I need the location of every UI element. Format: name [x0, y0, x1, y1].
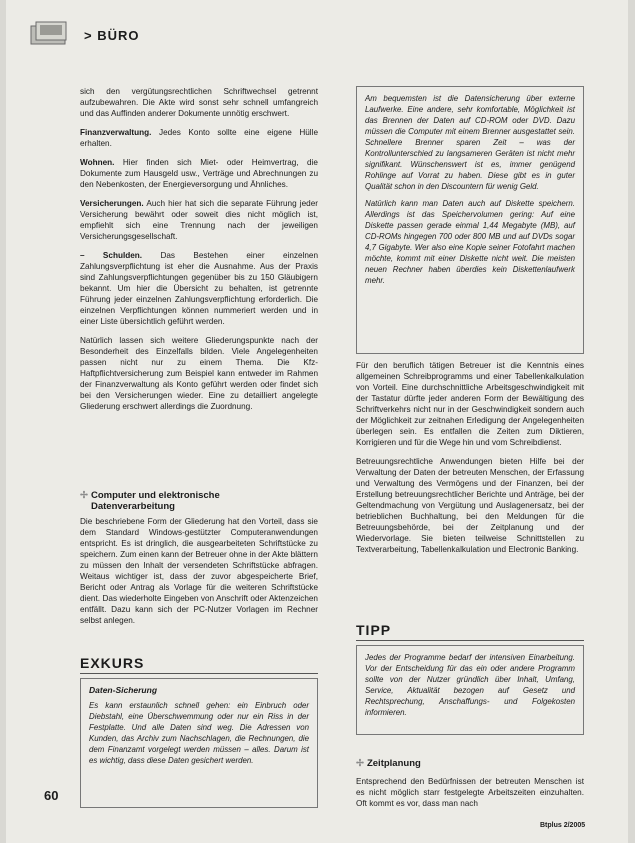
page-number: 60 — [44, 788, 59, 803]
paragraph-body: Das Bestehen einer einzelnen Zahlungsverpflichtung ist eher die Ausnahme. Aus der Praxis sind Zahlungsverpflichtungen gegenüber bis zu 150 Gläubigern bekannt. Um hier die Übersicht zu behalten, ist getrennte Führung jeder einzelnen Zahlungsverpflichtung erforderlich. Die einzelnen Verpflichtungen können nummeriert werden und in einer Liste übersichtlich geführt werden. — [80, 251, 319, 326]
paragraph: Für den beruflich tätigen Betreuer ist die Kenntnis eines allgemeinen Schreibprogramms und einer Tabellenkalkulation von Vorteil. Eine durchschnittliche Arbeitsgeschwindigkeit mit der Tastatur dürfte jeder anderen Form der Bewältigung des Schriftverkehrs nicht nur in der Geschwindigkeit sondern auch der Möglichkeit zur zeitnahen Erledigung der Angelegenheiten überlegen sein. Es entfallen die Zeiten zum Diktieren, Korrigieren und für die Wege hin und vom Schreibdienst. — [356, 361, 584, 447]
tipp-title: TIPP — [356, 622, 392, 638]
paragraph-body: Hier finden sich Miet- oder Heimvertrag, die Dokumente zum Hausgeld usw., Verträge und Abrechnungen zu den Nebenkosten, der Energieversorgung und Ähnliches. — [80, 158, 318, 189]
divider — [80, 673, 318, 674]
paragraph: Betreuungsrechtliche Anwendungen bieten Hilfe bei der Verwaltung der Daten der betreuten Menschen, der Erfassung und Verwaltung des Vermögens und der Finanzen, bei der Erstellung betreuungsrechtlicher Berichte und Anträge, bei der Geltendmachung von Vergütung und Auslagenersatz, bei der betrieblichen Buchhaltung, bei den Meldungen für die Betreuungsbehörde, bei der Zeitplanung und der Wiedervorlage. Sie bieten teilweise Schnittstellen zu Textverarbeitung, Tabellenkalkulation und Electronic Banking. — [356, 457, 584, 554]
tipp-text: Jedes der Programme bedarf der intensiven Einarbeitung. Vor der Entscheidung für das ein oder andere Programm sollte von der Nutzer gründlich über Inhalt, Umfang, Service, Aktualität bezogen auf Gesetz und Rechtsprechung, Anschaffungs- und Folgekosten informieren. — [365, 653, 575, 717]
section-heading-line2: Datenverarbeitung — [91, 501, 175, 512]
zeit-paragraph: Entsprechend den Bedürfnissen der betreuten Menschen ist es nicht möglich starr festgelegte Arbeitszeiten einzuhalten. Oft kommt es vor, dass man nach — [356, 777, 584, 808]
exkurs-heading: Daten-Sicherung — [89, 685, 158, 695]
section-heading — [356, 758, 421, 769]
paragraph: Natürlich kann man Daten auch auf Diskette speichern. Allerdings ist das Speichervolumen gering: Auf eine Diskette passen gerade einmal 1,44 Megabyte (MB), auf CD-ROMs hingegen 700 oder 800 MB und auf DVDs sogar 4,7 Gigabyte. Wer also eine Kopie seiner Fotofahrt machen möchte, kommt mit einer Diskette nicht weit. Die meisten neuen Rechner haben überdies kein Diskettenlaufwerk mehr. — [365, 199, 575, 285]
paragraph: sich den vergütungsrechtlichen Schriftwechsel getrennt aufzubewahren. Die Akte wird sonst sehr schnell umfangreich und das Auffinden anderer Dokumente unnötig erschwert. — [80, 87, 318, 118]
left-column-lower — [80, 516, 318, 634]
paragraph-body: Auch hier hat sich die separate Führung jeder Versicherung bewährt oder soweit dies nicht möglich ist, empfiehlt sich eine Trennung nach der jeweiligen Versicherungsgesellschaft. — [80, 199, 318, 241]
section-heading-line1: Computer und elektronische — [90, 490, 220, 501]
section-label: > BÜRO — [84, 28, 140, 43]
paragraph-head: Versicherungen. — [80, 199, 144, 208]
paragraph — [80, 198, 318, 242]
right-column — [356, 360, 584, 563]
left-column — [80, 86, 318, 420]
header — [30, 20, 230, 50]
star-icon: ✢ — [80, 490, 88, 501]
folder-icon — [30, 20, 74, 46]
paragraph: Die beschriebene Form der Gliederung hat den Vorteil, dass sie dem Standard Windows-gestützter Computeranwendungen entspricht. Es ist dringlich, die ausgearbeiteten Schriftstücke zu speichern. Zum einen kann der Betreuer ohne in der Akte blättern zu müssen den Inhalt der versendeten Schriftstücke abfragen. Weitaus wichtiger ist, dass der zuvor abgespeicherte Brief, Bericht oder Antrag als Vorlage für die weiteren Schriftstücke dient. Das wiederholte Eingeben von Anschrift oder Aktenzeichen entfällt. Dazu kann sich der PC-Nutzer Vorlagen im Rechner selbst anlegen. — [80, 517, 318, 625]
paragraph-head: Wohnen. — [80, 158, 115, 167]
tipp-box — [356, 645, 584, 735]
exkurs-box — [80, 678, 318, 808]
paragraph — [80, 127, 318, 149]
section-heading — [80, 490, 220, 512]
divider — [356, 640, 584, 641]
paragraph-head: – Schulden. — [80, 251, 143, 260]
section-heading-text: Zeitplanung — [366, 758, 421, 769]
exkurs-title: EXKURS — [80, 655, 145, 671]
paragraph: Natürlich lassen sich weitere Gliederungspunkte nach der Besonderheit des Einzelfalls bilden. Viele Angelegenheiten passen nicht nur zu einem Thema. Die Kfz-Haftpflichtversicherung zum Beispiel kann entweder im Rahmen der Finanzverwaltung als Konto geführt werden oder findet sich bei den Versicherungen wieder. Eine zu detailliert angelegte Gliederung erschwert allerdings die Zuordnung. — [80, 336, 318, 411]
paragraph: Am bequemsten ist die Datensicherung über externe Laufwerke. Eine andere, sehr komfortable, Möglichkeit ist das Brennen der Daten auf CD-ROM oder DVD. Dazu müssen die Computer mit einem Brenner ausgestattet sein. Schnellere Brenner sparen Zeit – was der Kontrollunterschied zu langsameren Geräten ist nicht mehr signifikant. Wünschenswert ist es, immer genügend Rohlinge auf Vorrat zu haben. Diese gibt es in guter Qualität schon in den Discountern für wenig Geld. — [365, 94, 575, 191]
star-icon: ✢ — [356, 758, 364, 769]
exkurs-text: Es kann erstaunlich schnell gehen: ein Einbruch oder Diebstahl, eine Überschwemmung oder nur ein Riss in der Festplatte. Und alle Daten sind weg. Die Adressen von Kunden, das Archiv zum Nachschlagen, die Rechnungen, die dem Finanzamt vorgelegt werden müssen – alles. Darum ist es wichtig, dass diese Daten gesichert werden. — [89, 701, 309, 765]
info-box — [356, 86, 584, 354]
paragraph — [80, 157, 318, 190]
paragraph-body: Jedes Konto sollte eine eigene Hülle erhalten. — [80, 128, 318, 148]
issue-label: Btplus 2/2005 — [540, 822, 586, 829]
paragraph-head: Finanzverwaltung. — [80, 128, 152, 137]
paragraph — [80, 250, 318, 327]
